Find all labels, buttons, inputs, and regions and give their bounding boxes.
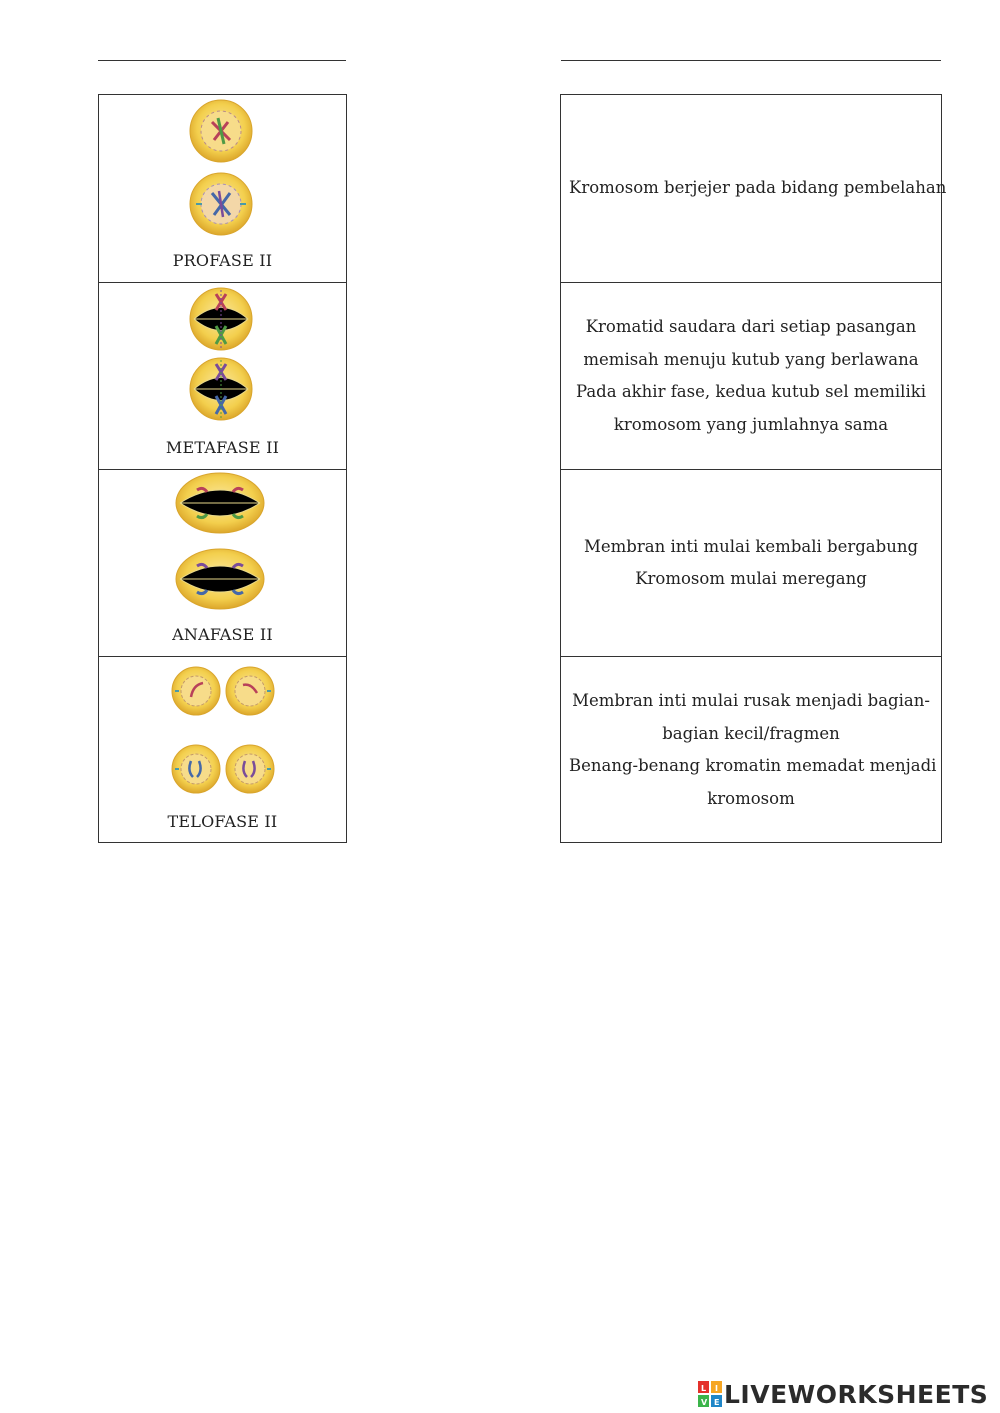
cell-illustration-profase-1 bbox=[188, 98, 254, 164]
cell-illustration-profase-2 bbox=[188, 171, 254, 237]
phase-card-telofase[interactable] bbox=[99, 656, 346, 843]
phase-label: TELOFASE II bbox=[167, 812, 278, 831]
phase-label: METAFASE II bbox=[165, 438, 280, 457]
svg-text:V: V bbox=[701, 1398, 708, 1407]
logo-text: LIVEWORKSHEETS bbox=[724, 1379, 989, 1409]
cell-illustration-anafase-1 bbox=[175, 472, 265, 534]
cell-illustration-telofase-1 bbox=[171, 665, 275, 717]
description-text: Kromatid saudara dari setiap pasangan memisah menuju kutub yang berlawana Pada akhir fase, kedua kutub sel memiliki kromosom yang jumlahnya sama bbox=[575, 317, 927, 434]
description-card-2[interactable] bbox=[561, 282, 941, 469]
svg-text:I: I bbox=[715, 1384, 718, 1393]
answer-line-right bbox=[561, 60, 941, 61]
svg-text:E: E bbox=[714, 1398, 720, 1407]
logo-badge-icon bbox=[698, 1381, 722, 1407]
liveworksheets-logo bbox=[698, 1378, 988, 1410]
description-card-3[interactable] bbox=[561, 469, 941, 656]
phase-card-profase[interactable] bbox=[99, 95, 346, 282]
description-column bbox=[560, 94, 947, 843]
cell-illustration-telofase-2 bbox=[171, 743, 275, 795]
description-text: Membran inti mulai rusak menjadi bagian- bagian kecil/fragmen Benang-benang kromatin memadat menjadi kromosom bbox=[569, 691, 937, 808]
phase-column bbox=[98, 94, 347, 843]
phase-label: ANAFASE II bbox=[172, 625, 273, 644]
phase-card-anafase[interactable] bbox=[99, 469, 346, 656]
cell-illustration-anafase-2 bbox=[175, 548, 265, 610]
phase-label: PROFASE II bbox=[172, 251, 273, 270]
answer-line-left bbox=[98, 60, 346, 61]
svg-text:L: L bbox=[701, 1384, 707, 1393]
phase-card-metafase[interactable] bbox=[99, 282, 346, 469]
description-text: Membran inti mulai kembali bergabung Kromosom mulai meregang bbox=[583, 536, 919, 588]
cell-illustration-metafase-2 bbox=[188, 356, 254, 422]
description-text: Kromosom berjejer pada bidang pembelahan bbox=[569, 178, 947, 198]
description-card-4[interactable] bbox=[561, 656, 941, 843]
cell-illustration-metafase-1 bbox=[188, 286, 254, 352]
description-card-1[interactable] bbox=[561, 95, 947, 282]
